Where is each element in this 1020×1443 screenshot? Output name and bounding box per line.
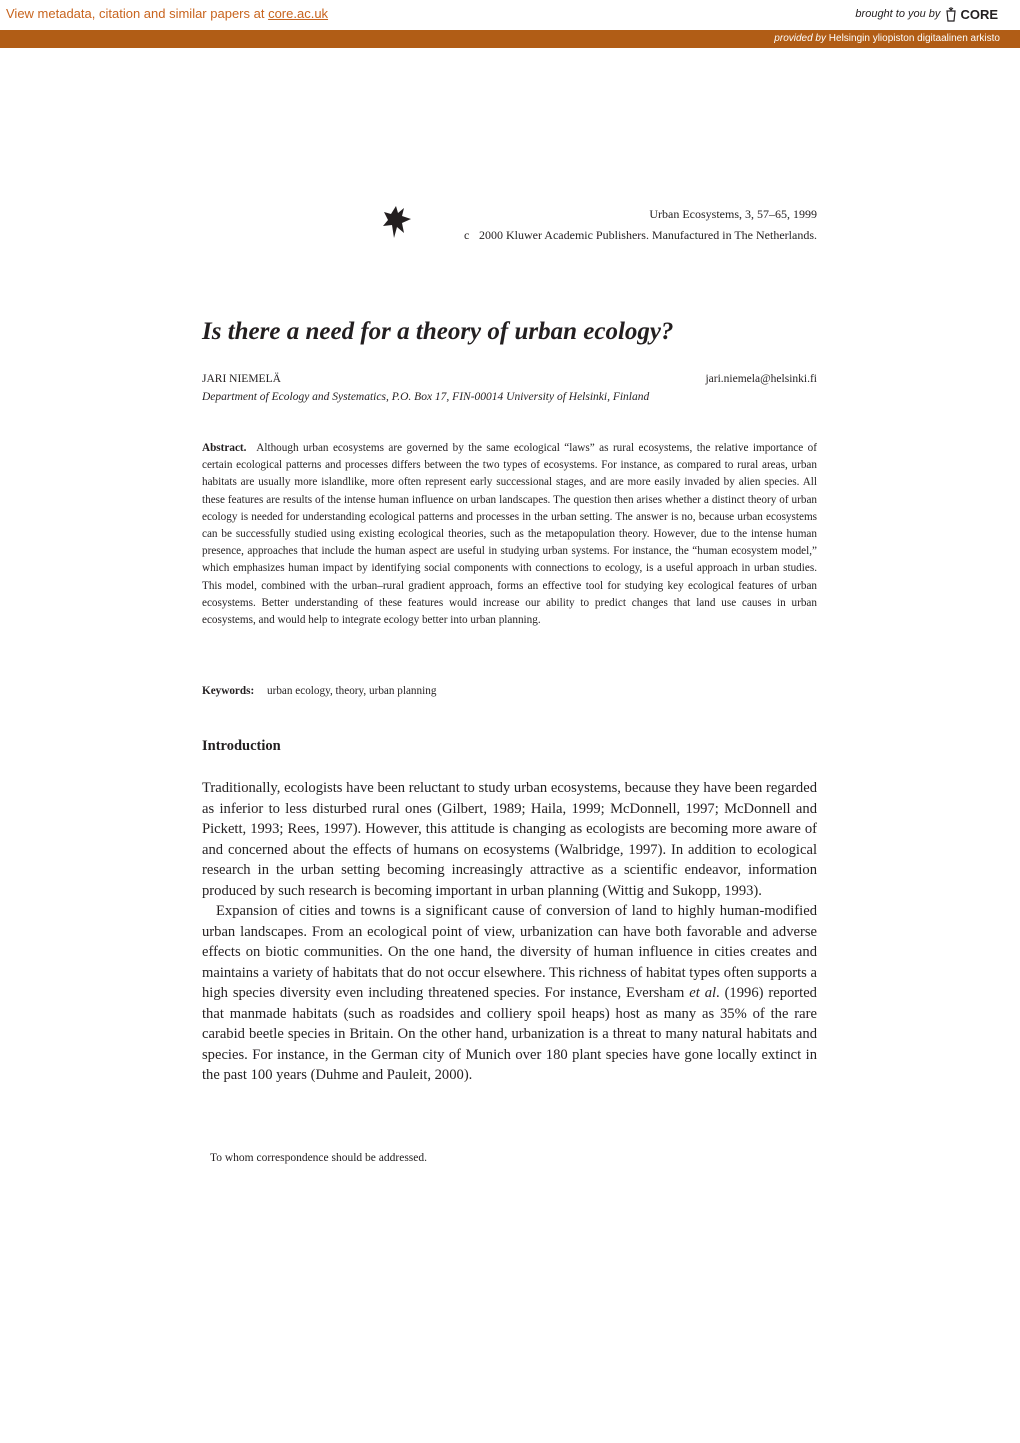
core-link[interactable]: core.ac.uk xyxy=(268,6,329,21)
abstract-text: Although urban ecosystems are governed by the same ecological “laws” as rural ecosystems, the relative importance of certain ecological patterns and processes differs between the two types of ecosystems. For instance, as compared to rural areas, urban habitats are usually more islandlike, more often represent early successional stages, and are more easily invaded by alien species. All these features are results of the intense human influence on urban landscapes. The question then arises whether a distinct theory of urban ecology is needed for understanding ecological patterns and processes in the urban setting. The answer is no, because urban ecosystems can be successfully studied using existing ecological theories, such as the metapopulation theory. However, due to the intense human presence, approaches that include the human aspect are useful in studying urban systems. For instance, the “human ecosystem model,” which emphasizes human impact by identifying social components with connections to ecology, is a useful approach in urban studies. This model, combined with the urban–rural gradient approach, forms an effective tool for studying key ecological features of urban ecosystems. Better understanding of these features would increase our ability to predict changes that land use causes in urban ecosystems, and would help to integrate ecology better into urban planning. xyxy=(202,442,817,627)
keywords-text: urban ecology, theory, urban planning xyxy=(267,685,437,697)
core-brand: CORE xyxy=(960,6,998,22)
paragraph-2-end: . (1996) reported that manmade habitats (such as roadsides and colliery spoil heaps) host as many as 35% of the rare carabid beetle species in Britain. On the other hand, urbanization is a threat to many natural habitats and species. For instance, in the German city of Munich over 180 plant species have gone locally extinct in the past 100 years (Duhme and Pauleit, 2000). xyxy=(202,985,817,1083)
publisher-logo-icon xyxy=(382,205,412,239)
provider-line[interactable] xyxy=(774,33,1000,44)
core-logo-icon xyxy=(944,6,958,22)
paragraph-2-start: Expansion of cities and towns is a significant cause of conversion of land to highly human-modified urban landscapes. From an ecological point of view, urbanization can have both favorable and adverse effects on biotic communities. On the one hand, the diversity of human influence in cities creates and maintains a variety of habitats that do not occur elsewhere. This richness of habitat types often supports a high species diversity even including threatened species. For instance, Eversham xyxy=(202,903,817,1001)
introduction-body xyxy=(202,778,817,1086)
author-email[interactable]: jari.niemela@helsinki.fi xyxy=(705,373,817,385)
article-title: Is there a need for a theory of urban ecology? xyxy=(202,318,674,345)
copyright-symbol: c xyxy=(463,228,470,242)
abstract xyxy=(202,440,817,629)
author-name: JARI NIEMELÄ xyxy=(202,373,281,385)
journal-citation: Urban Ecosystems, 3, 57–65, 1999 xyxy=(649,207,817,221)
core-metadata-text: View metadata, citation and similar papers at xyxy=(6,6,265,21)
abstract-label: Abstract. xyxy=(202,442,247,454)
keywords xyxy=(202,685,436,697)
copyright-text: 2000 Kluwer Academic Publishers. Manufactured in The Netherlands. xyxy=(478,228,817,242)
brought-by-text: brought to you by xyxy=(855,8,941,20)
provider-name: Helsingin yliopiston digitaalinen arkisto xyxy=(828,33,1000,44)
paragraph-1: Traditionally, ecologists have been reluctant to study urban ecosystems, because they have been regarded as inferior to less disturbed rural ones (Gilbert, 1989; Haila, 1999; McDonnell, 1997; McDonnell and Pickett, 1993; Rees, 1997). However, this attitude is changing as ecologists are becoming more aware of and concerned about the effects of humans on ecosystems (Walbridge, 1997). In addition to ecological research in the urban setting becoming increasingly attractive as a scientific endeavor, information produced by such research is becoming important in urban planning (Wittig and Sukopp, 1993). xyxy=(202,780,817,899)
et-al: et al xyxy=(689,985,717,1001)
core-metadata-line xyxy=(6,6,328,21)
journal-copyright xyxy=(464,228,817,243)
paragraph-2 xyxy=(202,901,817,1086)
author-affiliation: Department of Ecology and Systematics, P.O. Box 17, FIN-00014 University of Helsinki, Finland xyxy=(202,391,650,403)
core-banner xyxy=(0,0,1020,30)
core-brought-by[interactable] xyxy=(855,6,998,22)
provided-by-label: provided by xyxy=(774,33,826,44)
section-heading-introduction: Introduction xyxy=(202,738,281,754)
core-provider-bar xyxy=(0,30,1020,48)
footnote: To whom correspondence should be addressed. xyxy=(210,1152,427,1164)
keywords-label: Keywords: xyxy=(202,685,255,697)
